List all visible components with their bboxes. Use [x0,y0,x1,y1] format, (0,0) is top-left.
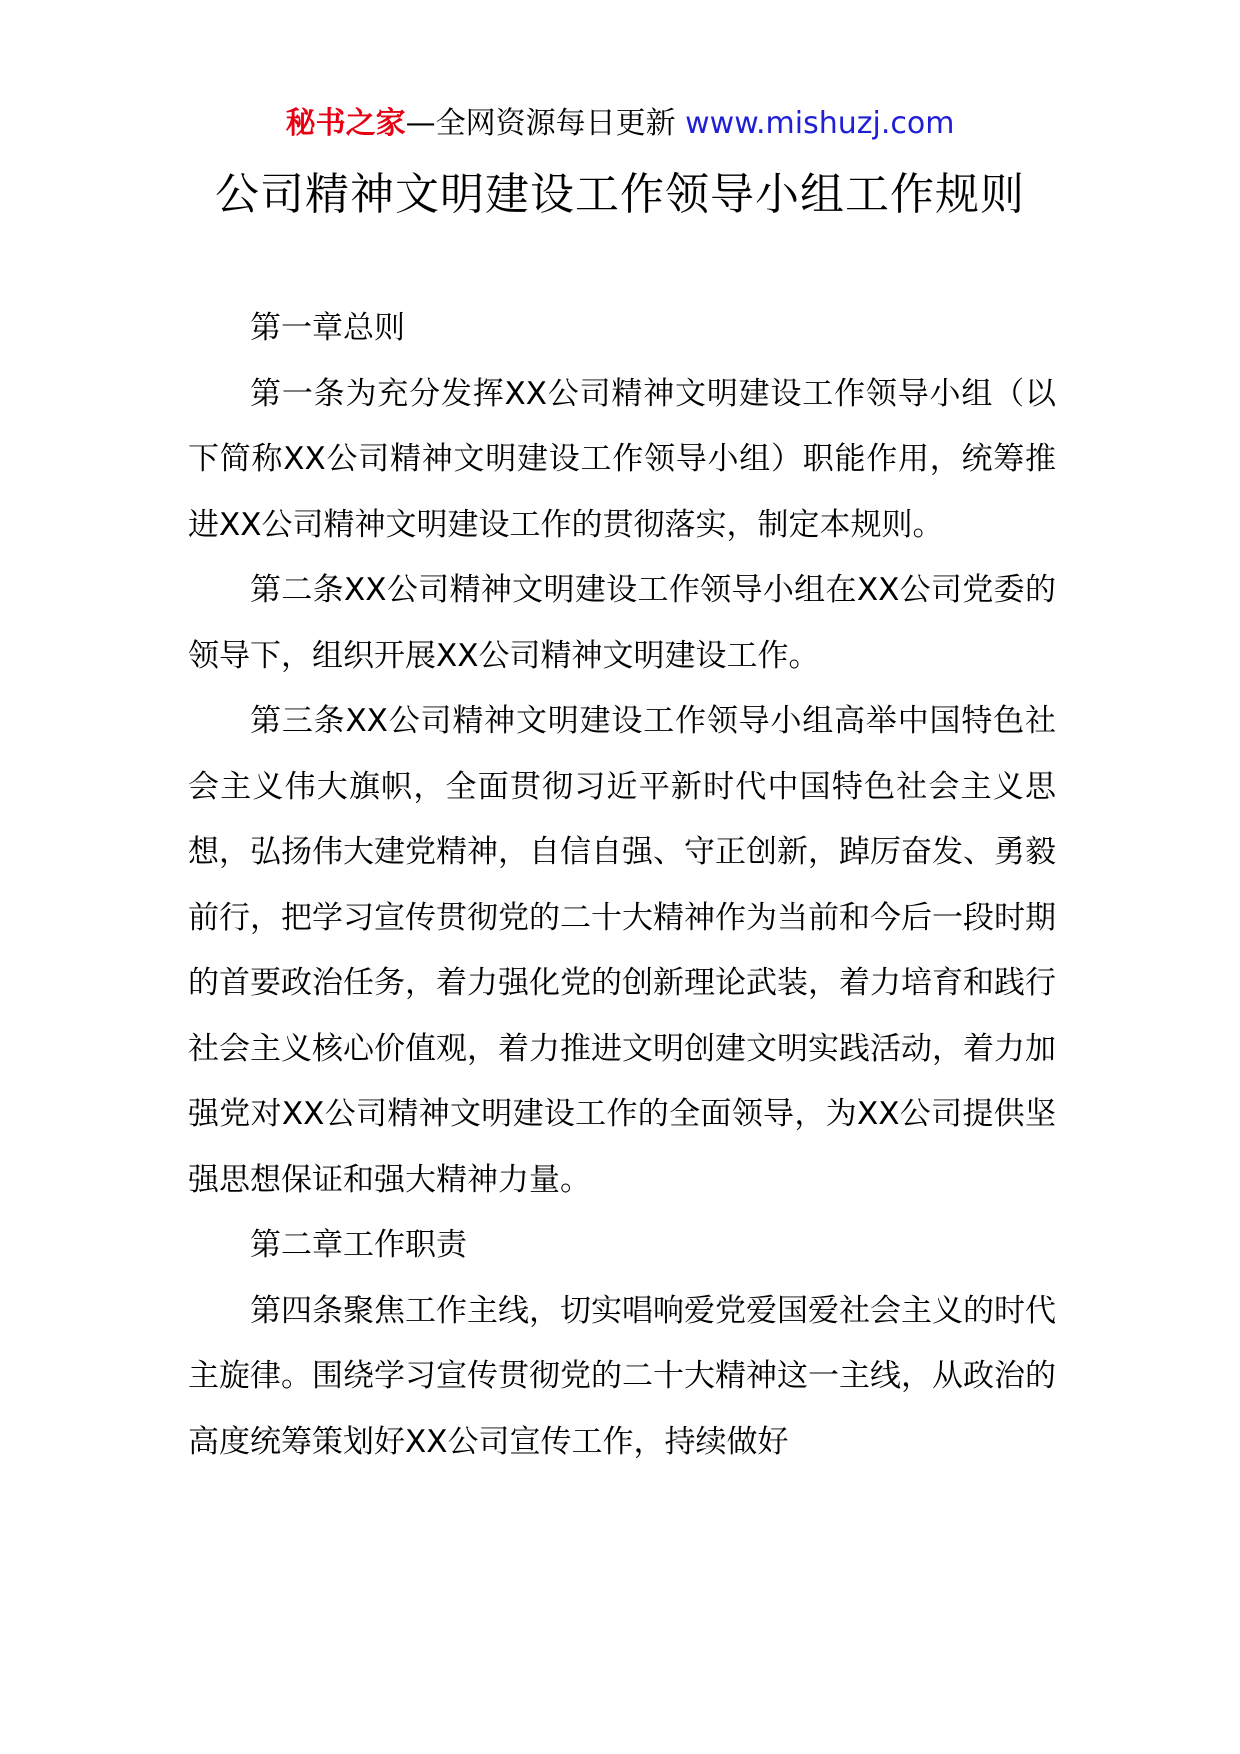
header-slogan: —全网资源每日更新 [405,106,686,141]
chapter-heading-2: 第二章工作职责 [250,1227,467,1263]
brand-name: 秘书之家 [285,106,406,141]
document-title: 公司精神文明建设工作领导小组工作规则 [215,169,1025,220]
site-header [0,102,1240,146]
article-4: 第四条聚焦工作主线，切实唱响爱党爱国爱社会主义的时代主旋律。围绕学习宣传贯彻党的二十大精神这一主线，从政治的高度统筹策划好XX公司宣传工作，持续做好 [188,1292,1056,1460]
chapter-heading-1: 第一章总则 [250,310,405,346]
document-body [188,296,1056,1475]
site-url-link[interactable]: www.mishuzj.com [685,106,955,141]
article-1: 第一条为充分发挥XX公司精神文明建设工作领导小组（以下简称XX公司精神文明建设工作领导小组）职能作用，统筹推进XX公司精神文明建设工作的贯彻落实，制定本规则。 [188,375,1056,543]
article-2: 第二条XX公司精神文明建设工作领导小组在XX公司党委的领导下，组织开展XX公司精神文明建设工作。 [188,572,1056,674]
article-3: 第三条XX公司精神文明建设工作领导小组高举中国特色社会主义伟大旗帜，全面贯彻习近平新时代中国特色社会主义思想，弘扬伟大建党精神，自信自强、守正创新，踔厉奋发、勇毅前行，把学习宣传贯彻党的二十大精神作为当前和今后一段时期的首要政治任务，着力强化党的创新理论武装，着力培育和践行社会主义核心价值观，着力推进文明创建文明实践活动，着力加强党对XX公司精神文明建设工作的全面领导，为XX公司提供坚强思想保证和强大精神力量。 [188,703,1056,1198]
